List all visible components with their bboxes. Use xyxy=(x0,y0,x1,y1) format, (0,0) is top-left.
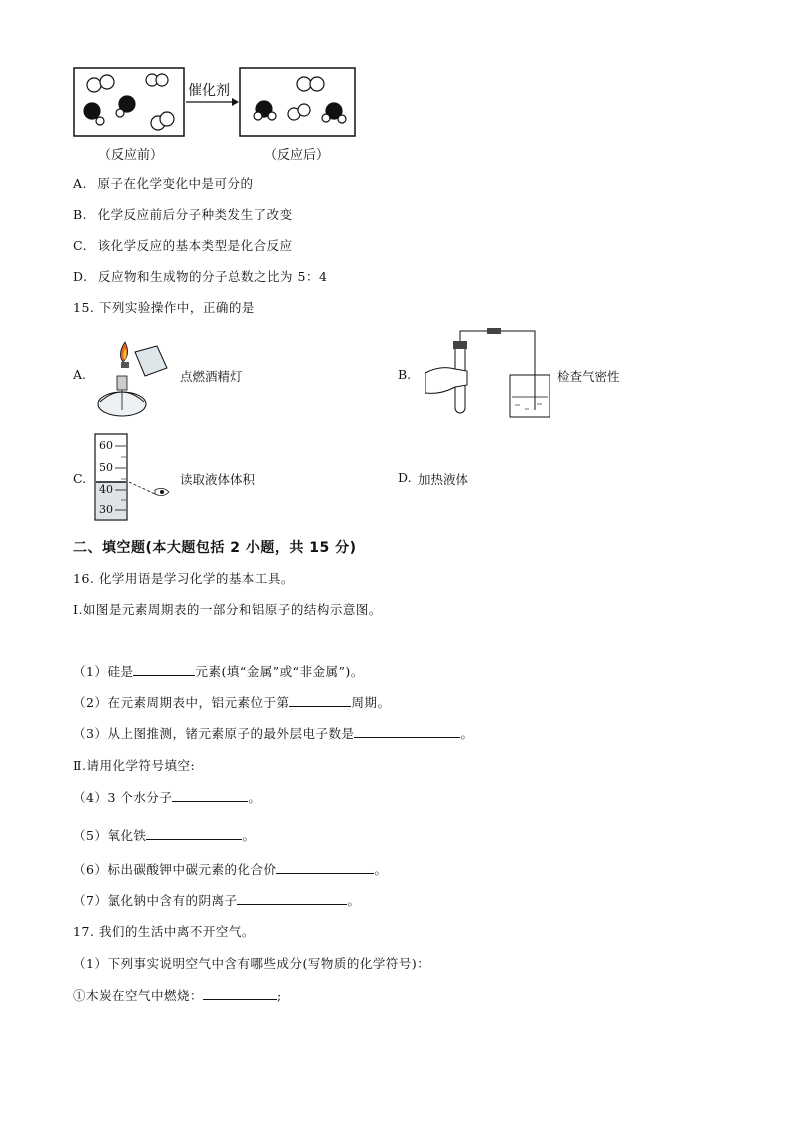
option-text: 反应物和生成物的分子总数之比为 5：4 xyxy=(98,269,328,284)
q14-option-a xyxy=(73,174,254,192)
q16-stem: 16. 化学用语是学习化学的基本工具。 xyxy=(73,571,294,586)
item-text: 。 xyxy=(248,790,262,805)
airtightness-check-image xyxy=(425,325,550,420)
item-text: 元素(填“金属”或“非金属”)。 xyxy=(195,664,364,679)
q15-option-d-letter: D. xyxy=(398,470,412,485)
q16-item-4 xyxy=(73,788,261,806)
option-letter: B. xyxy=(73,207,88,222)
before-caption: （反应前） xyxy=(98,148,164,163)
option-letter: C. xyxy=(73,238,88,253)
item-text: ; xyxy=(277,988,282,1003)
q16-item-6 xyxy=(73,860,387,878)
item-text: 。 xyxy=(460,726,474,741)
item-text: ①木炭在空气中燃烧： xyxy=(73,988,204,1003)
item-text: 。 xyxy=(374,862,388,877)
option-letter: D. xyxy=(73,269,88,284)
section2-title: 二、填空题(本大题包括 2 小题，共 15 分) xyxy=(73,540,357,556)
q15-option-c-letter: C. xyxy=(73,471,87,486)
item-text: （7）氯化钠中含有的阴离子 xyxy=(73,893,238,908)
answer-blank[interactable] xyxy=(172,789,248,802)
q15-option-c-caption: 读取液体体积 xyxy=(180,472,256,487)
q16-item-2 xyxy=(73,693,390,711)
option-text: 该化学反应的基本类型是化合反应 xyxy=(97,238,293,253)
answer-blank[interactable] xyxy=(237,892,347,905)
item-text: 周期。 xyxy=(351,695,391,710)
q15-option-b-letter: B. xyxy=(398,367,412,382)
answer-blank[interactable] xyxy=(354,725,460,738)
option-text: 化学反应前后分子种类发生了改变 xyxy=(97,207,293,222)
option-letter: A. xyxy=(73,176,88,191)
cylinder-tick-40: 40 xyxy=(99,483,113,496)
q15-option-a-caption: 点燃酒精灯 xyxy=(180,369,243,384)
q16-part1: Ⅰ.如图是元素周期表的一部分和铝原子的结构示意图。 xyxy=(73,602,382,617)
cylinder-tick-50: 50 xyxy=(99,461,113,474)
q16-part2: Ⅱ.请用化学符号填空: xyxy=(73,758,196,773)
q16-item-5 xyxy=(73,826,255,844)
q16-item-1 xyxy=(73,662,364,680)
item-text: （3）从上图推测，锗元素原子的最外层电子数是 xyxy=(73,726,355,741)
answer-blank[interactable] xyxy=(276,861,374,874)
answer-blank[interactable] xyxy=(133,663,195,676)
before-molecules xyxy=(84,74,174,130)
catalyst-label: 催化剂 xyxy=(188,83,230,99)
option-text: 原子在化学变化中是可分的 xyxy=(97,176,254,191)
item-text: （4）3 个水分子 xyxy=(73,790,173,805)
item-text: 。 xyxy=(347,893,361,908)
alcohol-lamp-image xyxy=(95,332,180,420)
item-text: 。 xyxy=(242,828,256,843)
q15-option-d-caption: 加热液体 xyxy=(418,472,469,487)
item-text: （6）标出碳酸钾中碳元素的化合价 xyxy=(73,862,277,877)
q14-option-d xyxy=(73,267,327,285)
item-text: （2）在元素周期表中，铝元素位于第 xyxy=(73,695,290,710)
q15-option-b-caption: 检查气密性 xyxy=(557,369,620,384)
answer-blank[interactable] xyxy=(289,694,351,707)
after-box xyxy=(240,68,355,136)
cylinder-tick-30: 30 xyxy=(99,503,113,516)
after-caption: （反应后） xyxy=(264,148,330,163)
answer-blank[interactable] xyxy=(203,987,277,1000)
cylinder-tick-60: 60 xyxy=(99,439,113,452)
item-text: （5）氧化铁 xyxy=(73,828,147,843)
reaction-figure xyxy=(72,66,362,166)
q15-option-a-letter: A. xyxy=(73,367,87,382)
after-molecules xyxy=(254,77,346,123)
graduated-cylinder-image xyxy=(93,432,183,524)
q14-option-b xyxy=(73,205,293,223)
q14-option-c xyxy=(73,236,293,254)
item-text: （1）硅是 xyxy=(73,664,134,679)
q17-sub-1 xyxy=(73,986,282,1004)
q16-item-3 xyxy=(73,724,473,742)
q16-item-7 xyxy=(73,891,360,909)
answer-blank[interactable] xyxy=(146,827,242,840)
q15-stem: 15. 下列实验操作中，正确的是 xyxy=(73,300,255,315)
q17-stem: 17. 我们的生活中离不开空气。 xyxy=(73,924,255,939)
q17-item-1: （1）下列事实说明空气中含有哪些成分(写物质的化学符号)： xyxy=(73,956,431,971)
reaction-diagram xyxy=(72,66,362,141)
